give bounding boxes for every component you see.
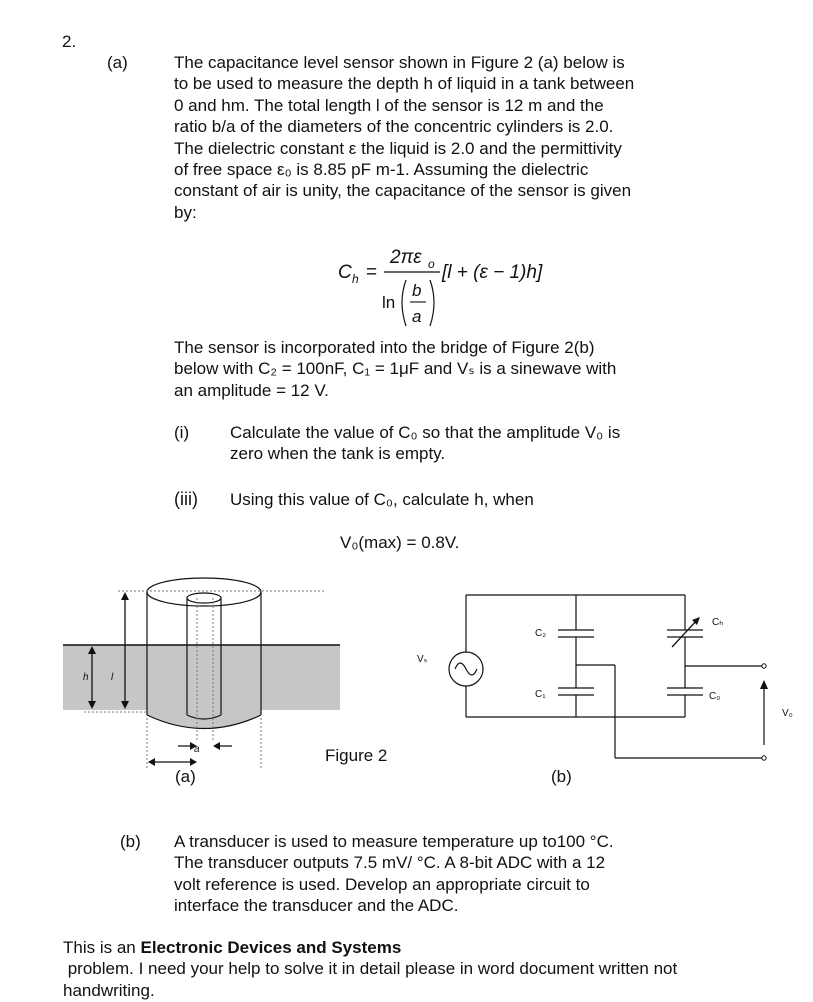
co-label: C₀ bbox=[709, 691, 721, 702]
sub-i-line: zero when the tank is empty. bbox=[230, 444, 446, 464]
intro-line: ratio b/a of the diameters of the concentric cylinders is 2.0. bbox=[174, 117, 614, 137]
sub-iii-condition: V₀(max) = 0.8V. bbox=[340, 533, 460, 552]
c1-label: C₁ bbox=[535, 689, 546, 700]
formula-lhs-sub: h bbox=[352, 272, 359, 286]
part-b-line: interface the transducer and the ADC. bbox=[174, 896, 459, 916]
output-terminal-top bbox=[762, 664, 766, 668]
capacitance-formula bbox=[330, 236, 560, 336]
formula-b: b bbox=[412, 281, 422, 300]
sub-i-line: Calculate the value of C₀ so that the amplitude V₀ is bbox=[230, 423, 621, 442]
l-arrow-head-top bbox=[121, 592, 129, 600]
a-label: a bbox=[194, 744, 200, 755]
intro-line: constant of air is unity, the capacitance of the sensor is given bbox=[174, 181, 632, 201]
formula-bracket: [l + (ε − 1)h] bbox=[442, 262, 543, 283]
intro-line: by: bbox=[174, 202, 197, 222]
footer-line-3: handwriting. bbox=[63, 980, 155, 1000]
ch-label: Cₕ bbox=[712, 617, 724, 628]
bridge-line: an amplitude = 12 V. bbox=[174, 380, 329, 400]
bridge-paragraph bbox=[174, 337, 694, 401]
footer-line-1 bbox=[63, 937, 803, 958]
liquid-region bbox=[63, 645, 340, 729]
l-label: l bbox=[111, 672, 114, 683]
outer-cylinder-top bbox=[147, 578, 261, 606]
sub-i-text bbox=[230, 422, 690, 465]
intro-line: The capacitance level sensor shown in Figure 2 (a) below is bbox=[174, 53, 625, 72]
formula-numerator-sub: o bbox=[428, 257, 435, 271]
sensor-figure bbox=[56, 570, 356, 800]
output-terminal-bottom bbox=[762, 756, 766, 760]
sub-iii-text: Using this value of C₀, calculate h, when bbox=[230, 490, 534, 509]
formula-equals: = bbox=[366, 262, 378, 283]
vo-label: V₀ bbox=[782, 708, 793, 719]
part-b-text bbox=[174, 831, 694, 917]
part-b-label: (b) bbox=[120, 832, 141, 851]
formula-right-paren bbox=[430, 280, 434, 326]
part-a-intro bbox=[174, 52, 694, 223]
footer-line-2: problem. I need your help to solve it in detail please in word document written not bbox=[63, 959, 678, 979]
formula-lhs: C bbox=[338, 262, 352, 283]
formula-ln: ln bbox=[382, 293, 396, 312]
h-label: h bbox=[83, 672, 89, 683]
footer-prefix: This is an bbox=[63, 938, 141, 957]
footer-text bbox=[63, 937, 803, 1001]
bridge-circuit bbox=[410, 585, 793, 770]
sub-i-label: (i) bbox=[174, 423, 190, 442]
c2-label: C₂ bbox=[535, 628, 547, 639]
formula-a: a bbox=[412, 307, 422, 326]
intro-line: of free space ε₀ is 8.85 pF m-1. Assuming the dielectric bbox=[174, 160, 589, 180]
b-arrow-head-left bbox=[148, 758, 155, 766]
intro-line: The dielectric constant ε the liquid is 2.0 and the permittivity bbox=[174, 138, 622, 158]
circuit-figure-label: (b) bbox=[551, 767, 572, 786]
figure-caption: Figure 2 bbox=[325, 746, 388, 765]
part-a-label: (a) bbox=[107, 53, 128, 72]
bridge-line: below with C₂ = 100nF, C₁ = 1μF and Vₛ is a sinewave with bbox=[174, 359, 617, 379]
part-b-line: The transducer outputs 7.5 mV/ °C. A 8-bit ADC with a 12 bbox=[174, 853, 606, 873]
intro-line: 0 and hm. The total length l of the sensor is 12 m and the bbox=[174, 95, 604, 115]
sub-iii-label: (iii) bbox=[174, 489, 198, 509]
footer-subject: Electronic Devices and Systems bbox=[140, 938, 402, 957]
vs-label: Vₛ bbox=[417, 654, 428, 665]
vo-arrow-head bbox=[760, 680, 768, 689]
b-arrow-head-right bbox=[190, 758, 197, 766]
part-b-line: A transducer is used to measure temperature up to100 °C. bbox=[174, 832, 614, 851]
sensor-figure-label: (a) bbox=[175, 767, 196, 786]
a-arrow-head-right bbox=[213, 742, 220, 750]
inner-rod-top bbox=[187, 593, 221, 603]
formula-left-paren bbox=[402, 280, 406, 326]
part-b-line: volt reference is used. Develop an appropriate circuit to bbox=[174, 874, 590, 894]
formula-numerator: 2πε bbox=[390, 247, 422, 268]
bridge-line: The sensor is incorporated into the bridge of Figure 2(b) bbox=[174, 338, 595, 357]
intro-line: to be used to measure the depth h of liquid in a tank between bbox=[174, 74, 635, 94]
question-number: 2. bbox=[62, 32, 77, 51]
